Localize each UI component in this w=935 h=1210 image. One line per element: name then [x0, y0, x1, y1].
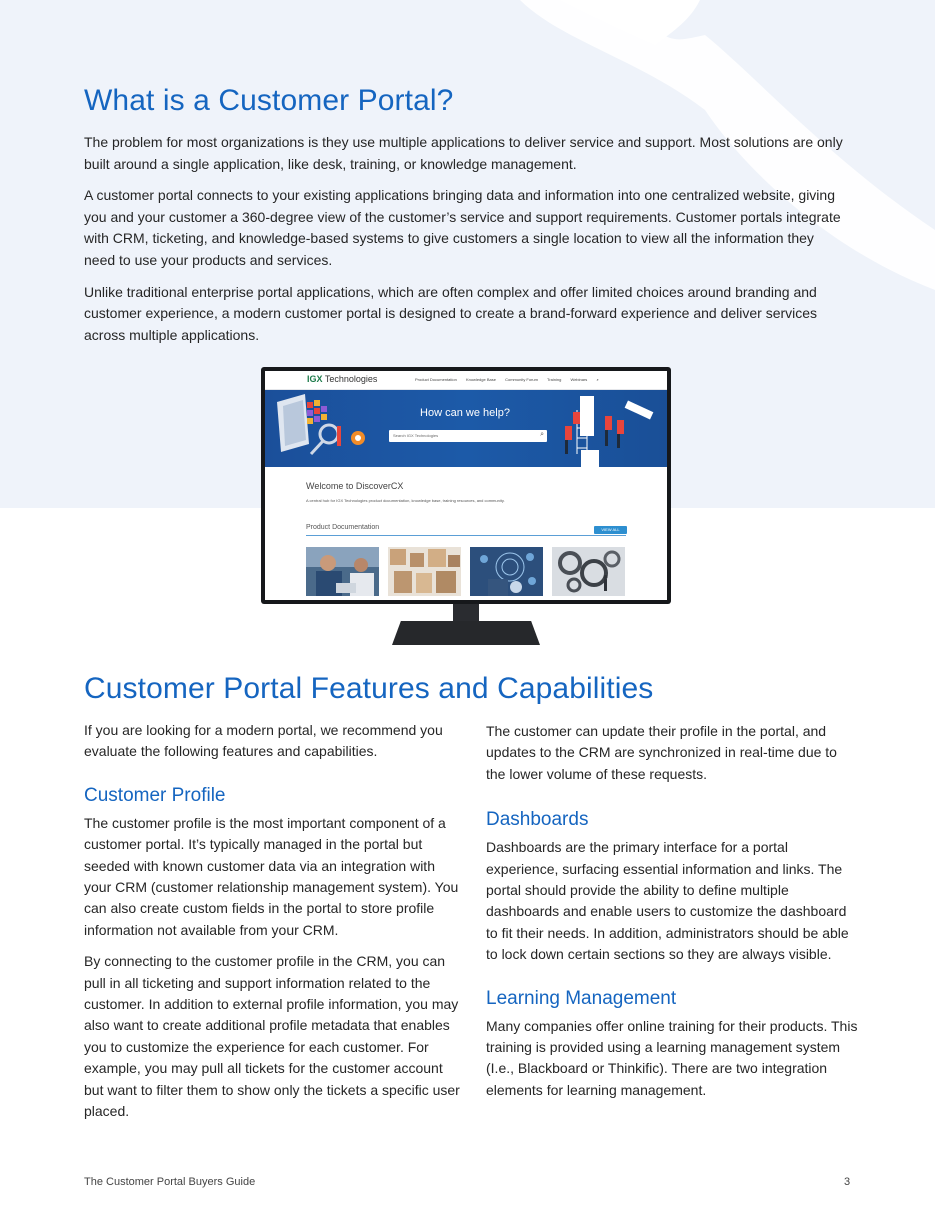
search-icon: ⌕ — [596, 377, 599, 382]
intro-paragraph: Unlike traditional enterprise portal applications, which are often complex and offer limited choices around branding and customer experience, a modern customer portal is designed to create a brand-forward experience and deliver services across multiple applications. — [84, 283, 818, 343]
monitor-bezel — [261, 367, 671, 604]
section-title-what-is-portal: What is a Customer Portal? — [84, 84, 454, 117]
portal-nav-bar — [265, 371, 667, 390]
intro-text — [84, 132, 844, 356]
thumbnail-people-laptop — [306, 547, 379, 596]
hero-illustration — [265, 390, 667, 467]
monitor-illustration — [261, 367, 671, 645]
heading-dashboards: Dashboards — [486, 809, 589, 831]
portal-logo: IGX Technologies — [307, 374, 378, 384]
intro-paragraph: The problem for most organizations is they use multiple applications to deliver service and support. Most solutions are only built around a single application, like desk, training, or knowledge management. — [84, 134, 843, 172]
monitor-neck — [453, 604, 479, 621]
portal-description: A central hub for IGX Technologies product documentation, knowledge base, training resources, and community. — [306, 498, 505, 503]
nav-link: Training — [547, 377, 562, 382]
nav-link: Knowledge Base — [465, 377, 496, 382]
right-column — [486, 721, 858, 1101]
portal-search-box[interactable] — [389, 430, 547, 442]
heading-learning-management: Learning Management — [486, 987, 677, 1009]
thumbnail-tech-hands — [470, 547, 543, 596]
portal-nav-menu — [415, 377, 607, 382]
portal-welcome-title: Welcome to DiscoverCX — [306, 481, 404, 491]
nav-link: Webinars — [570, 377, 588, 382]
intro-paragraph: A customer portal connects to your existing applications bringing data and information into one centralized website, giving you and your customer a 360-degree view of the customer’s service and support requirements. Customer portals integrate with CRM, ticketing, and knowledge-based systems to give customers a single location to view all the information they need to use your products and services. — [84, 187, 841, 268]
customer-profile-paragraph: By connecting to the customer profile in the CRM, you can pull in all ticketing and support information related to the customer. In addition to external profile information, you may also want to create additional profile metadata that enables you to customize the experience for each customer. For example, you may pull all tickets for the customer account but want to filter them to show only the tickets a specific user placed. — [84, 953, 460, 1120]
footer-title: The Customer Portal Buyers Guide — [84, 1176, 256, 1188]
monitor-stand — [392, 621, 540, 645]
search-placeholder: Search IGX Technologies — [393, 433, 439, 438]
view-all-button[interactable]: VIEW ALL — [594, 526, 627, 534]
left-column — [84, 720, 460, 1123]
hero-title: How can we help? — [420, 407, 510, 419]
thumbnail-cubes — [388, 547, 461, 596]
customer-profile-paragraph: The customer profile is the most important component of a customer portal. It’s typically managed in the portal but seeded with known customer data via an integration with your CRM (customer relationship management system). You can also create custom fields in the portal to store profile information not available from your CRM. — [84, 814, 459, 938]
nav-link: Community Forum — [505, 377, 538, 382]
dashboards-paragraph: Dashboards are the primary interface for a portal experience, surfacing essential information and links. The portal should provide the ability to define multiple dashboards and enable users to customize the dashboard to fit their needs. In addition, administrators should be able to lock down certain sections so they are always visible. — [486, 839, 849, 963]
search-icon: ⌕ — [540, 431, 544, 438]
features-intro: If you are looking for a modern portal, we recommend you evaluate the following features and capabilities. — [84, 722, 443, 760]
page-number: 3 — [844, 1176, 851, 1188]
nav-link: Product Documentation — [415, 377, 457, 382]
divider — [306, 535, 626, 536]
product-doc-heading: Product Documentation — [306, 524, 380, 531]
thumbnail-gears — [552, 547, 625, 596]
section-title-features: Customer Portal Features and Capabilities — [84, 672, 654, 705]
portal-hero — [265, 390, 667, 467]
heading-customer-profile: Customer Profile — [84, 784, 226, 806]
customer-profile-paragraph: The customer can update their profile in the portal, and updates to the CRM are synchronized in real-time due to the lower volume of these requests. — [486, 723, 837, 782]
portal-screenshot — [265, 371, 667, 600]
learning-paragraph: Many companies offer online training for their products. This training is provided using a learning management system (I.e., Blackboard or Thinkific). There are two integration elements for learning management. — [486, 1017, 858, 1098]
